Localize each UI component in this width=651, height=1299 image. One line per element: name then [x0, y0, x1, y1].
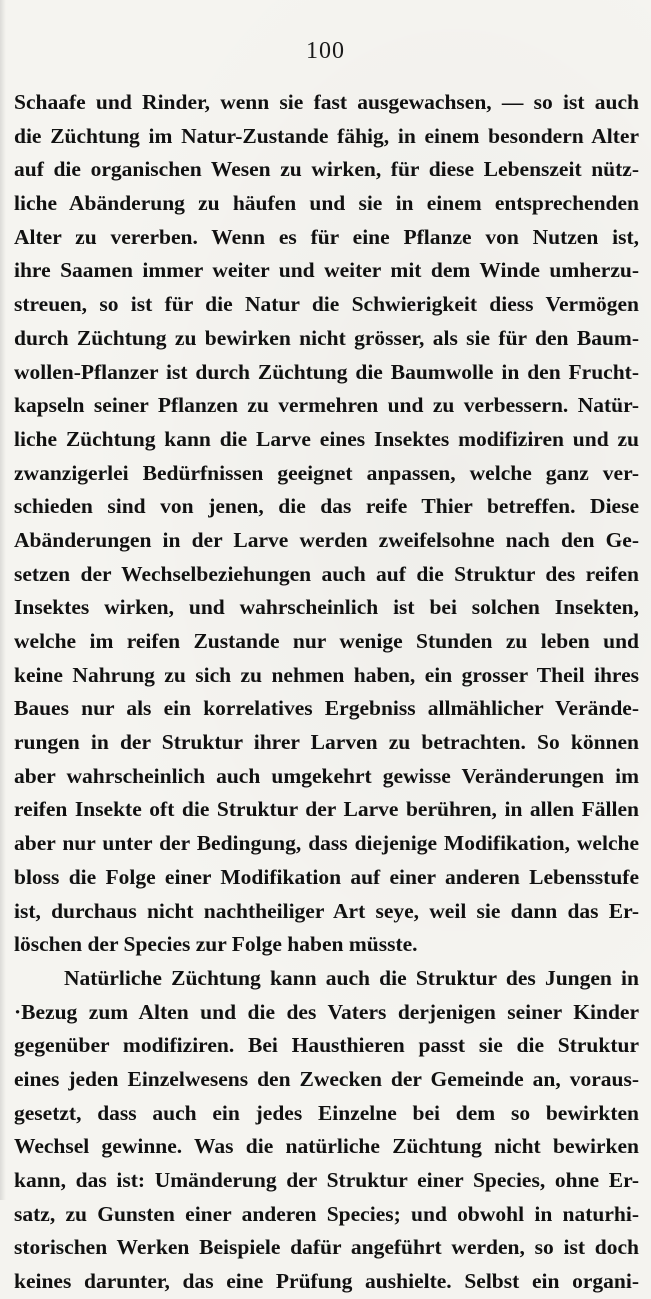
text-line: aber nur unter der Bedingung, dass diejenige Modifikation, welche — [14, 831, 639, 856]
text-line: kann, das ist: Umänderung der Struktur einer Species, ohne Er- — [14, 1168, 639, 1192]
text-line: Wechsel gewinne. Was die natürliche Züchtung nicht bewirken — [14, 1134, 639, 1159]
text-line: schieden sind von jenen, die das reife Thier betreffen. Diese — [14, 494, 639, 519]
text-line: löschen der Species zur Folge haben müsste. — [14, 932, 418, 957]
text-line: keine Nahrung zu sich zu nehmen haben, ein grosser Theil ihres — [14, 662, 639, 687]
text-line: liche Abänderung zu häufen und sie in einem entsprechenden — [14, 191, 639, 216]
text-line: gesetzt, dass auch ein jedes Einzelne bei dem so bewirkten — [14, 1100, 639, 1125]
page-number: 100 — [306, 38, 345, 64]
text-line: Abänderungen in der Larve werden zweifelsohne nach den Ge- — [14, 527, 639, 552]
text-line: Natürliche Züchtung kann auch die Struktur des Jungen in — [64, 965, 639, 990]
text-line: auf die organischen Wesen zu wirken, für diese Lebenszeit nütz- — [14, 157, 639, 182]
text-line: streuen, so ist für die Natur die Schwierigkeit diess Vermögen — [14, 292, 639, 317]
text-line: bloss die Folge einer Modifikation auf einer anderen Lebensstufe — [14, 864, 639, 889]
text-line: durch Züchtung zu bewirken nicht grösser, als sie für den Baum- — [14, 325, 639, 350]
text-line: storischen Werken Beispiele dafür angeführt werden, so ist doch — [14, 1235, 639, 1260]
text-line: ist, durchaus nicht nachtheiliger Art seye, weil sie dann das Er- — [14, 898, 639, 923]
text-line: Schaafe und Rinder, wenn sie fast ausgewachsen, — so ist auch — [14, 90, 639, 114]
text-line: aber wahrscheinlich auch umgekehrt gewisse Veränderungen im — [14, 763, 639, 788]
text-line: liche Züchtung kann die Larve eines Insektes modifiziren und zu — [14, 426, 639, 451]
text-line: kapseln seiner Pflanzen zu vermehren und zu verbessern. Natür- — [14, 393, 639, 418]
text-line: wollen-Pflanzer ist durch Züchtung die Baumwolle in den Frucht- — [14, 359, 639, 384]
text-line: Baues nur als ein korrelatives Ergebniss allmählicher Verände- — [14, 696, 639, 721]
text-line: rungen in der Struktur ihrer Larven zu betrachten. So können — [14, 730, 639, 755]
text-line: reifen Insekte oft die Struktur der Larve berühren, in allen Fällen — [14, 797, 639, 822]
text-line: Alter zu vererben. Wenn es für eine Pflanze von Nutzen ist, — [14, 224, 639, 249]
text-line: eines jeden Einzelwesens den Zwecken der Gemeinde an, voraus- — [14, 1066, 639, 1091]
text-line: Insektes wirken, und wahrscheinlich ist bei solchen Insekten, — [14, 595, 639, 620]
text-line: gegenüber modifiziren. Bei Hausthieren passt sie die Struktur — [14, 1033, 639, 1058]
text-line: keines darunter, das eine Prüfung aushielte. Selbst ein organi- — [14, 1269, 639, 1294]
paragraph-2 — [14, 962, 639, 1299]
body-text — [14, 86, 639, 1299]
paragraph-1 — [14, 86, 639, 962]
text-line: zwanzigerlei Bedürfnissen geeignet anpassen, welche ganz ver- — [14, 460, 639, 485]
text-line: ·Bezug zum Alten und die des Vaters derjenigen seiner Kinder — [14, 999, 639, 1024]
text-line: satz, zu Gunsten einer anderen Species; und obwohl in naturhi- — [14, 1201, 639, 1226]
text-line: welche im reifen Zustande nur wenige Stunden zu leben und — [14, 629, 639, 653]
text-line: die Züchtung im Natur-Zustande fähig, in einem besondern Alter — [14, 123, 639, 148]
text-line: setzen der Wechselbeziehungen auch auf die Struktur des reifen — [14, 561, 639, 586]
text-line: ihre Saamen immer weiter und weiter mit dem Winde umherzu- — [14, 258, 639, 283]
